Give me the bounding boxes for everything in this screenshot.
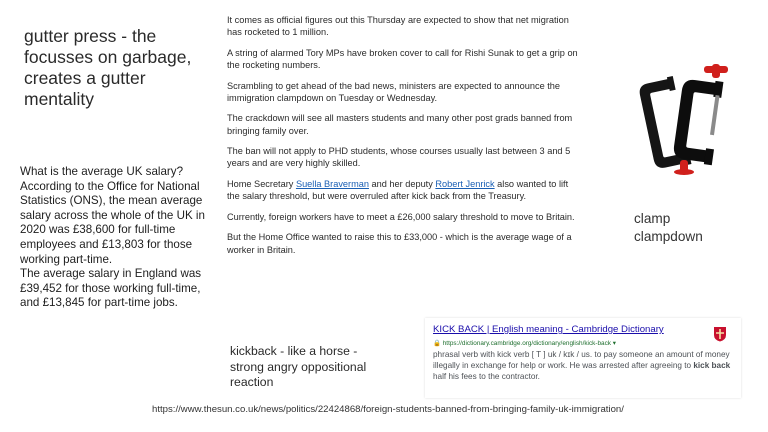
clamp-words <box>634 210 703 246</box>
c-clamp-image <box>632 62 742 176</box>
text: Home Secretary <box>227 178 296 189</box>
dictionary-result-url[interactable] <box>433 339 733 347</box>
robert-jenrick-link[interactable]: Robert Jenrick <box>435 178 495 189</box>
article-paragraph: But the Home Office wanted to raise this to £33,000 - which is the average wage of a worker in Britain. <box>227 232 572 255</box>
headline-note: gutter press - the focusses on garbage, creates a gutter mentality <box>24 26 192 109</box>
salary-note <box>20 165 210 311</box>
suella-braverman-link[interactable]: Suella Braverman <box>295 178 369 189</box>
clampdown-word: clampdown <box>634 229 703 244</box>
article-paragraph: Currently, foreign workers have to meet a £26,000 salary threshold to move to Britain. <box>227 211 575 222</box>
url-text: https://dictionary.cambridge.org/dictionary/english/kick-back ▾ <box>442 340 616 347</box>
article-excerpt <box>227 14 579 264</box>
snippet-text: phrasal verb with kick verb [ T ] uk / kɪk / us. to pay someone an amount of money illegally in exchange for help or work. He was arrested after agreeing to <box>433 350 730 370</box>
clamp-word: clamp <box>634 211 671 226</box>
article-paragraph: Scrambling to get ahead of the bad news, ministers are expected to announce the immigration clampdown on Tuesday or Wednesday. <box>227 80 561 103</box>
article-paragraph: It comes as official figures out this Thursday are expected to show that net migration has rocketed to 1 million. <box>227 15 569 38</box>
snippet-text: half his fees to the contractor. <box>433 371 540 381</box>
lock-icon: 🔒 <box>433 340 441 347</box>
kickback-note: kickback - like a horse - strong angry oppositional reaction <box>230 344 367 390</box>
article-paragraph: The ban will not apply to PHD students, whose courses usually last between 3 and 5 years and are very highly skilled. <box>227 146 571 169</box>
salary-ons-stat: According to the Office for National Statistics (ONS), the mean average salary across the whole of the UK in 2020 was £38,600 for full-time employees and £13,803 for those working part-time. <box>20 179 205 266</box>
article-paragraph: A string of alarmed Tory MPs have broken cover to call for Rishi Sunak to get a grip on the rocketing numbers. <box>227 47 578 70</box>
clamp-handle-top <box>704 64 728 78</box>
salary-question: What is the average UK salary? <box>20 165 184 178</box>
article-paragraph: The crackdown will see all masters students and many other post grads banned from bringing family over. <box>227 113 573 136</box>
salary-england-stat: The average salary in England was £39,452 for those working full-time, and £13,845 for part-time jobs. <box>20 267 202 310</box>
dictionary-search-result <box>425 318 741 398</box>
text: and her deputy <box>368 178 436 189</box>
text: also wanted to lift the salary threshold, but were overruled after kick back from the Treasury. <box>227 178 569 202</box>
source-url: https://www.thesun.co.uk/news/politics/22424868/foreign-students-banned-from-bringing-family-uk-immigration/ <box>152 404 624 415</box>
dictionary-result-title-link[interactable]: KICK BACK | English meaning - Cambridge Dictionary <box>433 324 664 335</box>
cambridge-shield-icon <box>713 326 727 342</box>
dictionary-snippet <box>433 350 733 382</box>
clamp-front <box>672 76 723 165</box>
snippet-highlight: kick back <box>693 360 731 370</box>
article-paragraph <box>227 178 579 202</box>
